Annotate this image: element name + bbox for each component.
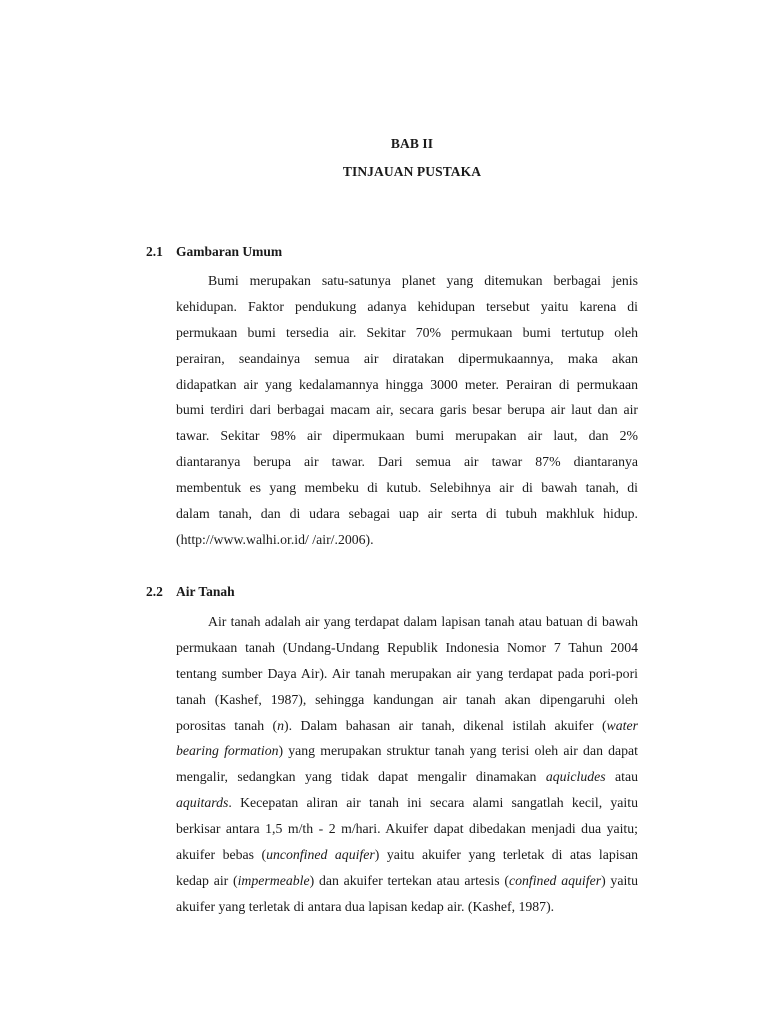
text-line bbox=[176, 713, 638, 739]
italic-term: confined aquifer bbox=[508, 872, 602, 888]
italic-term: n bbox=[277, 717, 285, 733]
text-line bbox=[176, 738, 638, 764]
text-line: kehidupan. Faktor pendukung adanya kehidupan tersebut yaitu karena di bbox=[176, 298, 638, 314]
text-run: kedap air ( bbox=[176, 872, 238, 888]
section-number: 2.2 bbox=[146, 584, 163, 599]
text-run: porositas tanah ( bbox=[176, 717, 278, 733]
text-line: akuifer yang terletak di antara dua lapisan kedap air. (Kashef, 1987). bbox=[176, 898, 555, 914]
italic-term: unconfined aquifer bbox=[266, 847, 375, 863]
paragraph-air-tanah bbox=[176, 609, 638, 920]
text-line bbox=[176, 790, 638, 816]
text-line: permukaan bumi tersedia air. Sekitar 70% permukaan bumi tertutup oleh bbox=[176, 324, 638, 340]
text-line: berkisar antara 1,5 m/th - 2 m/hari. Akuifer dapat dibedakan menjadi dua yaitu; bbox=[176, 821, 638, 837]
italic-term: aquicludes bbox=[545, 769, 606, 785]
text-line bbox=[176, 764, 638, 790]
section-title: Air Tanah bbox=[176, 584, 235, 599]
text-run: . Kecepatan aliran air tanah ini secara alami sangatlah kecil, yaitu bbox=[228, 795, 638, 811]
text-line: perairan, seandainya semua air diratakan dipermukaannya, maka akan bbox=[176, 350, 638, 366]
text-line: didapatkan air yang kedalamannya hingga 3000 meter. Perairan di permukaan bbox=[176, 376, 638, 392]
section-title: Gambaran Umum bbox=[176, 244, 283, 259]
text-line bbox=[176, 868, 638, 894]
text-line bbox=[176, 842, 638, 868]
chapter-number: BAB II bbox=[390, 136, 434, 151]
paragraph-gambaran-umum bbox=[176, 268, 638, 553]
text-line: diantaranya berupa air tawar. Dari semua air tawar 87% diantaranya bbox=[176, 454, 638, 470]
text-run: ) yang merupakan struktur tanah yang terisi oleh air dan dapat bbox=[278, 743, 638, 759]
text-line: bumi terdiri dari berbagai macam air, secara garis besar berupa air laut dan air bbox=[176, 402, 638, 418]
text-line: Air tanah adalah air yang terdapat dalam lapisan tanah atau batuan di bawah bbox=[208, 614, 638, 629]
text-line: permukaan tanah (Undang-Undang Republik Indonesia Nomor 7 Tahun 2004 bbox=[176, 639, 638, 655]
text-run: ) yaitu bbox=[601, 872, 638, 888]
italic-term: water bbox=[606, 717, 638, 733]
text-run: atau bbox=[605, 769, 638, 785]
section-heading-2-2 bbox=[146, 584, 235, 600]
text-run: akuifer bebas ( bbox=[176, 847, 267, 863]
text-line: Bumi merupakan satu-satunya planet yang ditemukan berbagai jenis bbox=[208, 273, 638, 288]
text-run: ) dan akuifer tertekan atau artesis ( bbox=[309, 872, 509, 888]
text-run: ) yaitu akuifer yang terletak di atas lapisan bbox=[374, 847, 638, 863]
text-run: ). Dalam bahasan air tanah, dikenal istilah akuifer ( bbox=[284, 717, 607, 733]
chapter-title: TINJAUAN PUSTAKA bbox=[342, 164, 482, 179]
italic-term: impermeable bbox=[237, 872, 310, 888]
text-line: tentang sumber Daya Air). Air tanah merupakan air yang terdapat pada pori-pori bbox=[176, 665, 638, 681]
text-line: membentuk es yang membeku di kutub. Selebihnya air di bawah tanah, di bbox=[176, 480, 638, 496]
citation-line: (http://www.walhi.or.id/ /air/.2006). bbox=[176, 531, 374, 547]
text-line: tawar. Sekitar 98% air dipermukaan bumi merupakan air laut, dan 2% bbox=[176, 428, 638, 444]
text-run: mengalir, sedangkan yang tidak dapat mengalir dinamakan bbox=[176, 769, 546, 785]
italic-term: bearing formation bbox=[176, 743, 279, 759]
italic-term: aquitards bbox=[176, 795, 229, 811]
text-line: tanah (Kashef, 1987), sehingga kandungan air tanah akan dipengaruhi oleh bbox=[176, 691, 638, 707]
text-line: dalam tanah, dan di udara sebagai uap air serta di tubuh makhluk hidup. bbox=[176, 506, 638, 522]
section-number: 2.1 bbox=[146, 244, 163, 259]
section-heading-2-1 bbox=[146, 244, 282, 260]
